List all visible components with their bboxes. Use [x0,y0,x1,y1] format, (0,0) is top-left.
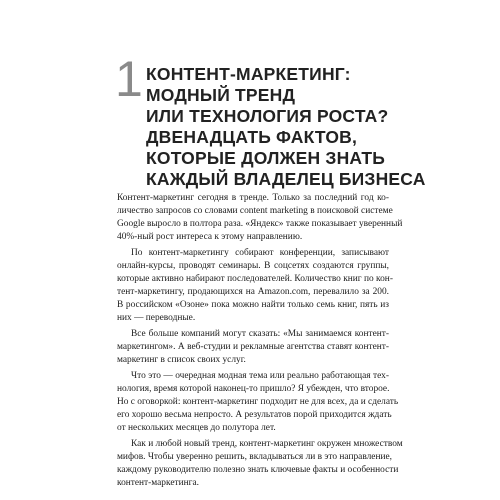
paragraph [117,192,403,244]
text-line: которые активно набирают последователей. Количество книг по кон- [117,274,393,284]
text-line: от нескольких месяцев до полутора лет. [117,423,276,433]
paragraph [117,247,393,325]
text-line: По контент-маркетингу собирают конференции, записывают [131,248,389,258]
chapter-title [146,64,446,190]
text-line: них — переводные. [117,313,196,323]
chapter-title-line: КАЖДЫЙ ВЛАДЕЛЕЦ БИЗНЕСА [146,169,426,189]
chapter-title-line: КОТОРЫЕ ДОЛЖЕН ЗНАТЬ [146,148,386,168]
chapter-title-line: КОНТЕНТ-МАРКЕТИНГ: [146,64,351,84]
text-line: его хорошо весьма непросто. А результатов порой приходится ждать [117,410,392,420]
text-line: В российском «Озоне» пока можно найти только семь книг, пять из [117,300,389,310]
text-line: маркетинг в список своих услуг. [117,355,246,365]
text-line: Как и любой новый тренд, контент-маркетинг окружен множеством [131,439,403,449]
chapter-title-line: ИЛИ ТЕХНОЛОГИЯ РОСТА? [146,106,389,126]
text-line: каждому руководителю полезно знать ключевые факты и особенности [117,465,399,475]
chapter-title-line: ДВЕНАДЦАТЬ ФАКТОВ, [146,127,358,147]
text-line: контент-маркетинга. [117,478,199,488]
paragraph [117,370,399,435]
text-line: 40%-ный рост интереса к этому направлению. [117,232,303,242]
text-line: Google выросло в полтора раза. «Яндекс» также показывает уверенный [117,219,403,229]
paragraph [117,328,389,367]
text-line: Что это — очередная модная тема или реально работающая тех- [131,371,389,381]
chapter-number: 1 [115,51,143,107]
text-line: мифов. Чтобы уверенно решить, вкладываться ли в это направление, [117,452,393,462]
text-line: личество запросов со словами content marketing в поисковой системе [117,206,393,216]
text-line: Но с оговоркой: контент-маркетинг подходит не для всех, да и сделать [117,397,399,407]
text-line: нология, время которой наконец-то пришло? Я убежден, что второе. [117,384,390,394]
text-line: Контент-маркетинг сегодня в тренде. Только за последний год ко- [117,193,389,203]
chapter-title-line: МОДНЫЙ ТРЕНД [146,85,296,105]
body-text [117,192,403,490]
text-line: Все больше компаний могут сказать: «Мы занимаемся контент- [131,329,389,339]
text-line: онлайн-курсы, проводят семинары. В соцсетях создаются группы, [117,261,389,271]
paragraph [117,438,403,490]
text-line: тент-маркетингу, продающихся на Amazon.com, перевалило за 200. [117,287,389,297]
text-line: маркетингом». А веб-студии и рекламные агентства ставят контент- [117,342,389,352]
